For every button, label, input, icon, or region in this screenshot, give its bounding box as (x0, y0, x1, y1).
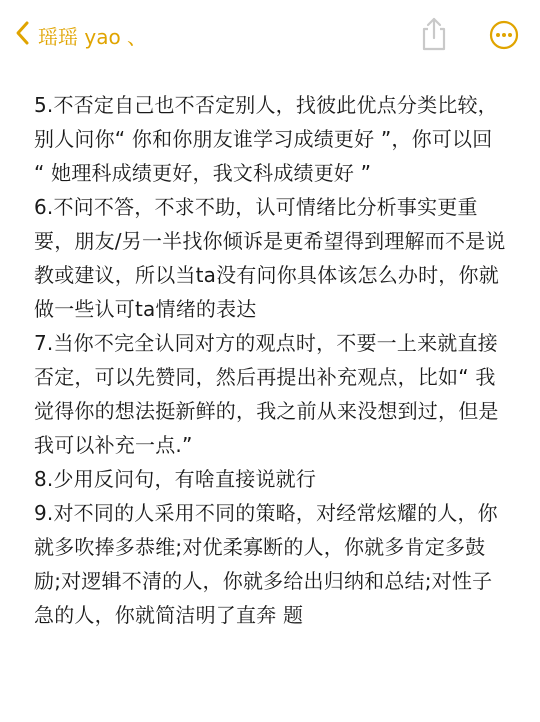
note-line: 6.不问不答，不求不助，认可情绪比分析事实更重 (34, 195, 478, 219)
note-line: 5.不否定自己也不否定别人，找彼此优点分类比较， (34, 93, 498, 117)
share-icon (419, 16, 449, 52)
top-navigation-bar (0, 0, 540, 72)
note-line: 教或建议，所以当ta没有问你具体该怎么办时，你就 (34, 263, 499, 287)
back-button[interactable] (12, 18, 147, 52)
note-body[interactable] (34, 88, 520, 632)
note-line: 觉得你的想法挺新鲜的，我之前从来没想到过，但是 (34, 399, 499, 423)
back-button-label: 瑶瑶 yao 、 (38, 24, 148, 49)
note-line: 要，朋友/另一半找你倾诉是更希望得到理解而不是说 (34, 229, 506, 253)
share-button[interactable] (419, 16, 449, 52)
note-line: 别人问你“ 你和你朋友谁学习成绩更好 ”，你可以回 (34, 127, 493, 151)
note-line: 9.对不同的人采用不同的策略，对经常炫耀的人，你 (34, 501, 498, 525)
note-line: 我可以补充一点.” (34, 433, 193, 457)
note-line: “ 她理科成绩更好，我文科成绩更好 ” (34, 161, 372, 185)
note-line: 急的人，你就简洁明了直奔 题 (34, 603, 304, 627)
note-line: 7.当你不完全认同对方的观点时，不要一上来就直接 (34, 331, 498, 355)
note-line: 励;对逻辑不清的人，你就多给出归纳和总结;对性子 (34, 569, 493, 593)
note-line: 否定，可以先赞同，然后再提出补充观点，比如“ 我 (34, 365, 496, 389)
chevron-left-icon (12, 18, 34, 52)
note-line: 就多吹捧多恭维;对优柔寡断的人，你就多肯定多鼓 (34, 535, 486, 559)
more-button[interactable] (489, 20, 519, 50)
note-line: 8.少用反问句，有啥直接说就行 (34, 467, 317, 491)
more-circle-icon (489, 20, 519, 50)
note-line: 做一些认可ta情绪的表达 (34, 297, 257, 321)
